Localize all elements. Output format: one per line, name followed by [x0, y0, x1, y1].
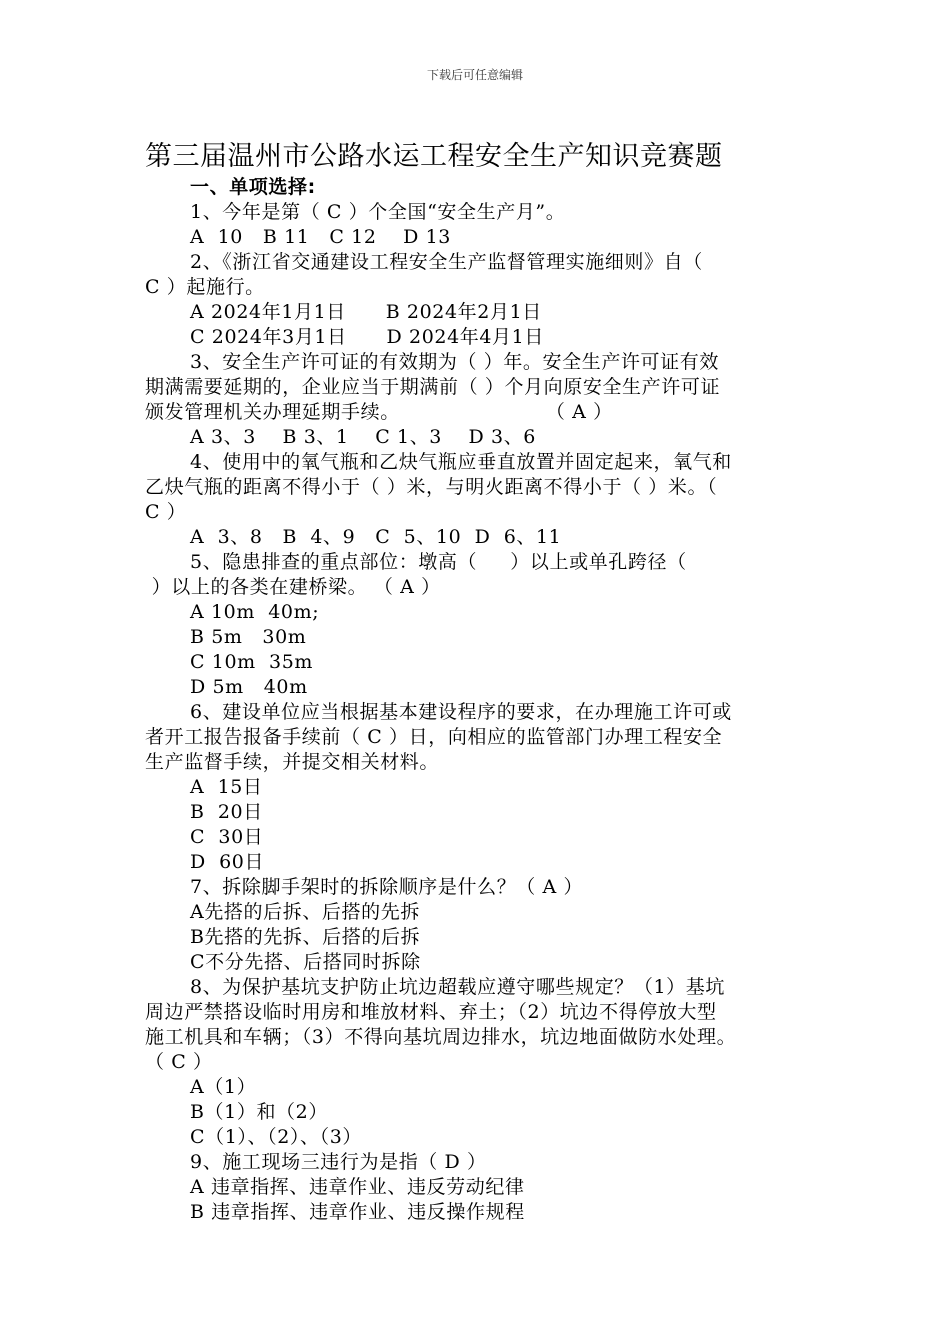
text-line: 5、隐患排查的重点部位：墩高（ ）以上或单孔跨径（	[190, 551, 687, 573]
text-line: B 20日	[190, 801, 263, 823]
text-line: A 10 B 11 C 12 D 13	[190, 226, 451, 248]
text-line: （ C ）	[145, 1051, 213, 1073]
text-line: D 60日	[190, 851, 265, 873]
text-line: C不分先搭、后搭同时拆除	[190, 951, 421, 973]
text-line: A 违章指挥、违章作业、违反劳动纪律	[190, 1176, 525, 1198]
text-line: B先搭的先拆、后搭的后拆	[190, 926, 421, 948]
text-line: 7、拆除脚手架时的拆除顺序是什么？（ A ）	[190, 876, 584, 898]
text-line: C 10m 35m	[190, 651, 314, 673]
text-line: 6、建设单位应当根据基本建设程序的要求，在办理施工许可或	[190, 701, 732, 723]
document-title: 第三届温州市公路水运工程安全生产知识竞赛题	[145, 141, 723, 172]
text-line: 3、安全生产许可证的有效期为（ ）年。安全生产许可证有效	[190, 351, 719, 373]
text-line: 者开工报告报备手续前（ C ）日，向相应的监管部门办理工程安全	[145, 726, 723, 748]
text-line: 乙炔气瓶的距离不得小于（ ）米，与明火距离不得小于（ ）米。（	[145, 476, 718, 498]
text-line: 生产监督手续，并提交相关材料。	[145, 751, 440, 773]
section-heading: 一、单项选择:	[190, 176, 316, 198]
page-header: 下载后可任意编辑	[426, 68, 523, 82]
text-line: 8、为保护基坑支护防止坑边超载应遵守哪些规定？（1）基坑	[190, 976, 725, 998]
text-line: 4、使用中的氧气瓶和乙炔气瓶应垂直放置并固定起来，氧气和	[190, 451, 732, 473]
text-line: A 3、8 B 4、9 C 5、10 D 6、11	[190, 526, 562, 548]
text-line: A先搭的后拆、后搭的先拆	[190, 901, 420, 923]
text-line: C 2024年3月1日 D 2024年4月1日	[190, 326, 544, 348]
text-line: B 违章指挥、违章作业、违反操作规程	[190, 1201, 525, 1223]
text-line: A 3、3 B 3、1 C 1、3 D 3、6	[190, 426, 536, 448]
text-line: 1、今年是第（ C ）个全国“安全生产月”。	[190, 201, 566, 223]
text-line: C（1）、（2）、（3）	[190, 1126, 363, 1148]
text-line: A 15日	[190, 776, 263, 798]
text-line: A（1）	[190, 1076, 257, 1098]
text-line: C ）起施行。	[145, 276, 265, 298]
text-line: A 2024年1月1日 B 2024年2月1日	[190, 301, 542, 323]
text-line: C 30日	[190, 826, 264, 848]
text-line: 9、施工现场三违行为是指（ D ）	[190, 1151, 487, 1173]
question-list	[145, 175, 825, 1225]
text-line: D 5m 40m	[190, 676, 308, 698]
text-line: 颁发管理机关办理延期手续。 （ A ）	[145, 401, 613, 423]
text-line: 施工机具和车辆；（3）不得向基坑周边排水，坑边地面做防水处理。	[145, 1026, 737, 1048]
text-line: 2、《浙江省交通建设工程安全生产监督管理实施细则》自（	[190, 251, 703, 273]
text-line: 期满需要延期的，企业应当于期满前（ ）个月向原安全生产许可证	[145, 376, 721, 398]
text-line: B 5m 30m	[190, 626, 307, 648]
text-line: ）以上的各类在建桥梁。 （ A ）	[145, 576, 441, 598]
text-line: B（1）和（2）	[190, 1101, 328, 1123]
text-line: C ）	[145, 501, 187, 523]
text-line: 周边严禁搭设临时用房和堆放材料、弃土；（2）坑边不得停放大型	[145, 1001, 717, 1023]
text-line: A 10m 40m;	[190, 601, 320, 623]
